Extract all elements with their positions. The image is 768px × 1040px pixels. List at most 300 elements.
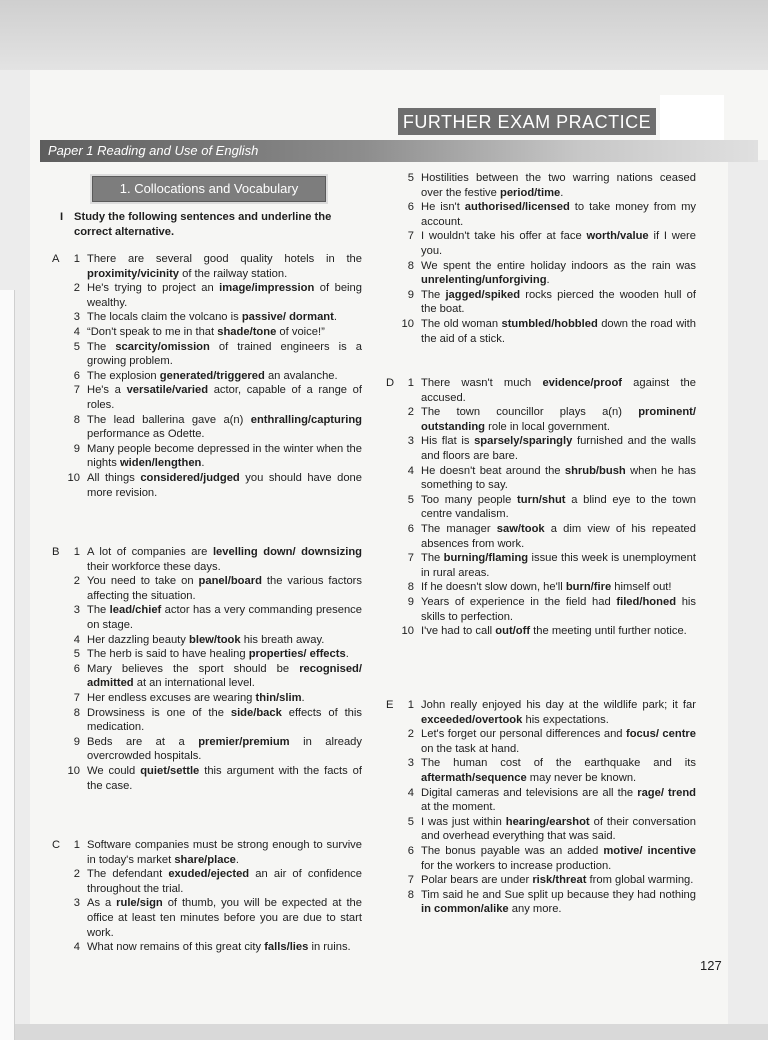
exercise-item bbox=[386, 229, 696, 258]
item-text bbox=[87, 662, 362, 691]
sentence-start: What now remains of this great city bbox=[87, 941, 265, 954]
sentence-end: at an international level. bbox=[133, 677, 255, 690]
sentence-start: Her dazzling beauty bbox=[87, 633, 189, 646]
section-letter: A bbox=[52, 253, 60, 265]
sentence-start: If he doesn't slow down, he'll bbox=[421, 581, 566, 594]
sentence-end: you should have done more revision. bbox=[87, 471, 362, 499]
item-text bbox=[421, 405, 696, 434]
item-text bbox=[421, 317, 696, 346]
alternatives[interactable]: thin/slim bbox=[255, 691, 302, 704]
sentence-end: down the road with the aid of a stick. bbox=[421, 317, 696, 345]
alternatives[interactable]: rule/sign bbox=[116, 897, 163, 910]
item-text bbox=[87, 603, 362, 632]
alternatives[interactable]: blew/took bbox=[189, 633, 241, 646]
alternatives[interactable]: shade/tone bbox=[217, 325, 277, 338]
item-number: 1 bbox=[73, 253, 80, 265]
alternatives[interactable]: enthralling/capturing bbox=[250, 413, 362, 426]
item-number: 4 bbox=[73, 633, 80, 646]
item-number: 6 bbox=[73, 369, 80, 382]
item-text bbox=[87, 252, 362, 281]
paper-label: Paper 1 Reading and Use of English bbox=[48, 143, 259, 158]
item-number: 4 bbox=[73, 325, 80, 338]
item-number: 9 bbox=[407, 288, 414, 301]
sentence-start: Her endless excuses are wearing bbox=[87, 691, 256, 704]
item-number: 8 bbox=[73, 413, 80, 426]
item-number: 10 bbox=[401, 625, 414, 638]
exercise-item bbox=[386, 580, 696, 595]
item-text bbox=[87, 735, 362, 764]
item-text bbox=[421, 376, 696, 405]
item-number: 3 bbox=[407, 757, 414, 770]
sentence-start: The bbox=[87, 340, 116, 353]
sentence-start: His flat is bbox=[421, 435, 475, 448]
item-text bbox=[87, 545, 362, 574]
item-text bbox=[87, 471, 362, 500]
sentence-end: actor has a very commanding presence on stage. bbox=[87, 604, 362, 631]
exercise-item bbox=[386, 624, 696, 639]
section-title: 1. Collocations and Vocabulary bbox=[92, 176, 326, 202]
item-number: 7 bbox=[73, 691, 80, 704]
exercise-item bbox=[52, 633, 362, 648]
exercise-item bbox=[52, 691, 362, 706]
item-number: 8 bbox=[407, 581, 414, 594]
exercise-item bbox=[386, 434, 696, 463]
alternatives[interactable]: focus/ centre bbox=[626, 728, 696, 741]
sentence-end: effects of this medication. bbox=[87, 706, 362, 734]
item-text bbox=[421, 493, 696, 522]
item-text bbox=[87, 633, 362, 648]
item-number: 5 bbox=[407, 815, 414, 828]
item-text bbox=[421, 171, 696, 200]
item-number: 1 bbox=[73, 546, 80, 558]
sentence-start: The defendant bbox=[87, 868, 169, 881]
item-text bbox=[87, 764, 362, 793]
sentence-start: I've had to call bbox=[421, 625, 496, 638]
exercise-section-c bbox=[52, 838, 362, 955]
item-text bbox=[87, 691, 362, 706]
sentence-end: to take money from my account. bbox=[421, 201, 696, 228]
exercise-item bbox=[52, 574, 362, 603]
alternatives[interactable]: turn/shut bbox=[517, 493, 566, 506]
item-text bbox=[87, 442, 362, 471]
sentence-end: at the moment. bbox=[421, 801, 496, 814]
item-text bbox=[87, 281, 362, 310]
item-number: 8 bbox=[407, 888, 414, 901]
alternatives[interactable]: evidence/proof bbox=[542, 377, 623, 389]
sentence-end: issue this week is unemployment in rural areas. bbox=[421, 552, 696, 579]
item-number: 7 bbox=[407, 552, 414, 565]
sentence-start: There wasn't much bbox=[421, 377, 543, 389]
exercise-item bbox=[52, 442, 362, 471]
item-number: 10 bbox=[67, 764, 80, 777]
sentence-start: The explosion bbox=[87, 369, 160, 382]
exercise-item bbox=[386, 888, 696, 917]
sentence-start: We spent the entire holiday indoors as the rain was bbox=[421, 259, 696, 272]
exercise-item bbox=[52, 662, 362, 691]
item-text bbox=[421, 522, 696, 551]
alternatives[interactable]: saw/took bbox=[496, 522, 545, 535]
alternatives[interactable]: premier/premium bbox=[198, 735, 290, 748]
sentence-end: . bbox=[235, 853, 240, 866]
alternatives[interactable]: burn/fire bbox=[565, 581, 612, 594]
sentence-start: Digital cameras and televisions are all the bbox=[421, 786, 638, 799]
exercise-item bbox=[52, 867, 362, 896]
sentence-end: may never be known. bbox=[526, 771, 637, 784]
sentence-end: his breath away. bbox=[240, 633, 325, 646]
exercise-item bbox=[52, 735, 362, 764]
item-text bbox=[87, 838, 362, 867]
item-text bbox=[87, 574, 362, 603]
item-text bbox=[421, 464, 696, 493]
item-number: 5 bbox=[407, 493, 414, 506]
sentence-start: Many people become depressed in the winter when the nights bbox=[87, 442, 362, 470]
alternatives[interactable]: properties/ effects bbox=[248, 648, 346, 661]
alternatives[interactable]: widen/lengthen bbox=[119, 457, 202, 470]
exercise-item bbox=[386, 259, 696, 288]
sentence-start: You need to take on bbox=[87, 575, 199, 588]
item-text bbox=[421, 595, 696, 624]
exercise-item bbox=[52, 838, 362, 867]
sentence-end: himself out! bbox=[611, 581, 672, 594]
item-text bbox=[87, 310, 362, 325]
sentence-end: performance as Odette. bbox=[87, 428, 205, 441]
item-number: 3 bbox=[73, 897, 80, 910]
sentence-start: The human cost of the earthquake and its bbox=[421, 757, 696, 770]
item-number: 7 bbox=[407, 230, 414, 243]
item-number: 6 bbox=[407, 844, 414, 857]
item-number: 2 bbox=[407, 728, 414, 741]
exercise-item bbox=[386, 698, 696, 727]
exercise-item bbox=[386, 171, 696, 200]
exercise-item bbox=[386, 200, 696, 229]
exercise-item bbox=[386, 873, 696, 888]
item-number: 6 bbox=[407, 201, 414, 214]
exercise-section-e bbox=[386, 698, 696, 917]
item-text bbox=[87, 706, 362, 735]
item-number: 2 bbox=[73, 282, 80, 295]
sentence-end: any more. bbox=[508, 903, 562, 916]
alternatives[interactable]: filed/honed bbox=[616, 595, 677, 608]
item-number: 5 bbox=[73, 648, 80, 661]
exercise-item bbox=[52, 471, 362, 500]
section-letter: B bbox=[52, 546, 60, 558]
sentence-start: There are several good quality hotels in the bbox=[87, 253, 362, 265]
sentence-start: The bbox=[421, 288, 446, 301]
item-text bbox=[421, 756, 696, 785]
page-number: 127 bbox=[700, 958, 722, 973]
sentence-start: “Don't speak to me in that bbox=[87, 325, 218, 338]
sentence-start: The old woman bbox=[421, 317, 502, 330]
sentence-start: Tim said he and Sue split up because they had nothing bbox=[421, 888, 696, 901]
exercise-item bbox=[386, 786, 696, 815]
alternatives[interactable]: lead/chief bbox=[109, 604, 162, 617]
alternatives[interactable]: shrub/bush bbox=[564, 464, 626, 477]
sentence-start: Beds are at a bbox=[87, 735, 199, 748]
exercise-item bbox=[52, 252, 362, 281]
sentence-start: The town councillor plays a(n) bbox=[421, 406, 639, 419]
sentence-start: He's a bbox=[87, 384, 127, 397]
alternatives[interactable]: share/place bbox=[174, 853, 236, 866]
exercise-item bbox=[386, 551, 696, 580]
sentence-start: Let's forget our personal differences and bbox=[421, 728, 626, 741]
item-number: 4 bbox=[407, 786, 414, 799]
sentence-start: I was just within bbox=[421, 815, 506, 828]
item-number: 9 bbox=[73, 442, 80, 455]
alternatives[interactable]: risk/threat bbox=[532, 874, 587, 887]
exercise-item bbox=[52, 940, 362, 955]
item-number: 6 bbox=[73, 662, 80, 675]
exercise-item bbox=[386, 288, 696, 317]
alternatives[interactable]: panel/board bbox=[198, 575, 262, 588]
sentence-start: Too many people bbox=[421, 493, 518, 506]
exercise-item bbox=[386, 727, 696, 756]
item-number: 7 bbox=[73, 384, 80, 397]
alternatives[interactable]: considered/judged bbox=[140, 471, 240, 484]
sentence-end: of the railway station. bbox=[179, 267, 288, 280]
alternatives[interactable]: falls/lies bbox=[264, 941, 309, 954]
item-number: 5 bbox=[407, 172, 414, 184]
sentence-end: of being wealthy. bbox=[87, 282, 362, 309]
sentence-end: his expectations. bbox=[522, 713, 609, 726]
sentence-start: John really enjoyed his day at the wildlife park; it far bbox=[421, 699, 696, 711]
alternatives[interactable]: image/impression bbox=[219, 282, 315, 295]
left-page-slip bbox=[0, 290, 15, 1040]
item-text bbox=[87, 325, 362, 340]
alternatives[interactable]: burning/flaming bbox=[443, 552, 529, 565]
exercise-item bbox=[52, 281, 362, 310]
exercise-item bbox=[386, 376, 696, 405]
sentence-start: The lead ballerina gave a(n) bbox=[87, 413, 251, 426]
sentence-end: this argument with the facts of the case. bbox=[87, 764, 362, 792]
exercise-item bbox=[52, 603, 362, 632]
item-number: 9 bbox=[73, 735, 80, 748]
sentence-start: We could bbox=[87, 764, 141, 777]
sentence-end: if I were you. bbox=[421, 230, 696, 257]
item-number: 8 bbox=[73, 706, 80, 719]
item-text bbox=[421, 786, 696, 815]
item-text bbox=[421, 200, 696, 229]
exercise-item bbox=[52, 413, 362, 442]
exercise-item bbox=[52, 369, 362, 384]
sentence-end: . bbox=[560, 186, 564, 199]
item-text bbox=[87, 940, 362, 955]
sentence-end: . bbox=[301, 691, 305, 704]
item-number: 10 bbox=[67, 471, 80, 484]
item-text bbox=[421, 580, 696, 595]
sentence-end: actor, capable of a range of roles. bbox=[87, 384, 362, 411]
sentence-start: He isn't bbox=[421, 201, 465, 214]
exercise-item bbox=[386, 756, 696, 785]
alternatives[interactable]: jagged/spiked bbox=[445, 288, 521, 301]
exercise-section-b bbox=[52, 545, 362, 793]
alternatives[interactable]: generated/triggered bbox=[159, 369, 265, 382]
item-number: 2 bbox=[73, 868, 80, 881]
alternatives[interactable]: exceeded/overtook bbox=[421, 713, 523, 726]
sentence-end: of their conversation and overhead everything that was said. bbox=[421, 815, 696, 843]
sentence-end: a blind eye to the town centre vandalism. bbox=[421, 493, 696, 521]
item-text bbox=[421, 551, 696, 580]
sentence-end: an avalanche. bbox=[264, 369, 338, 382]
exercise-item bbox=[52, 383, 362, 412]
item-text bbox=[421, 815, 696, 844]
item-text bbox=[87, 383, 362, 412]
item-text bbox=[87, 340, 362, 369]
sentence-end: the various factors affecting the situation. bbox=[87, 575, 363, 602]
left-page-edge bbox=[0, 70, 30, 1024]
alternatives[interactable]: aftermath/sequence bbox=[421, 771, 527, 784]
sentence-end: of voice!” bbox=[276, 325, 325, 338]
sentence-start: He doesn't beat around the bbox=[421, 464, 565, 477]
item-text bbox=[421, 727, 696, 756]
sentence-start: Polar bears are under bbox=[421, 874, 533, 887]
sentence-end: in already overcrowded hospitals. bbox=[87, 735, 362, 763]
exercise-item bbox=[386, 493, 696, 522]
item-text bbox=[421, 698, 696, 727]
item-text bbox=[421, 229, 696, 258]
sentence-start: He's trying to project an bbox=[87, 282, 220, 295]
sentence-end: . bbox=[201, 457, 205, 470]
item-number: 3 bbox=[407, 435, 414, 448]
sentence-end: for the workers to increase production. bbox=[421, 859, 612, 872]
alternatives[interactable]: period/time bbox=[499, 186, 561, 199]
item-number: 1 bbox=[407, 699, 414, 711]
alternatives[interactable]: levelling down/ downsizing bbox=[212, 546, 362, 558]
exercise-item bbox=[52, 896, 362, 940]
sentence-end: role in local government. bbox=[485, 420, 611, 433]
item-number: 4 bbox=[73, 941, 80, 954]
instruction-numeral: I bbox=[60, 211, 64, 223]
item-number: 3 bbox=[73, 604, 80, 617]
sentence-start: The herb is said to have healing bbox=[87, 648, 249, 661]
sentence-end: of trained engineers is a growing problem. bbox=[87, 340, 362, 368]
exercise-section-c-continued bbox=[386, 171, 696, 346]
exercise-item bbox=[386, 464, 696, 493]
section-letter: C bbox=[52, 839, 61, 851]
exercise-item bbox=[386, 405, 696, 434]
sentence-end: his skills to perfection. bbox=[421, 595, 696, 623]
alternatives[interactable]: prominent/ outstanding bbox=[421, 406, 696, 433]
alternatives[interactable]: out/off bbox=[495, 625, 531, 638]
sentence-end: when he has something to say. bbox=[421, 464, 696, 492]
alternatives[interactable]: hearing/earshot bbox=[505, 815, 590, 828]
page-title: FURTHER EXAM PRACTICE bbox=[398, 108, 656, 135]
alternatives[interactable]: stumbled/hobbled bbox=[501, 317, 598, 330]
item-text bbox=[421, 873, 696, 888]
sentence-end: a dim view of his repeated absences from work. bbox=[421, 522, 696, 550]
sentence-end: their workforce these days. bbox=[87, 560, 221, 573]
alternatives[interactable]: unrelenting/unforgiving bbox=[421, 274, 547, 287]
item-text bbox=[87, 896, 362, 940]
alternatives[interactable]: worth/value bbox=[586, 230, 649, 243]
sentence-start: The locals claim the volcano is bbox=[87, 311, 242, 324]
item-text bbox=[87, 369, 362, 384]
alternatives[interactable]: exuded/ejected bbox=[168, 868, 250, 881]
sentence-start: Mary believes the sport should be bbox=[87, 662, 300, 675]
alternatives[interactable]: in common/alike bbox=[421, 903, 509, 916]
exercise-item bbox=[386, 815, 696, 844]
alternatives[interactable]: quiet/settle bbox=[140, 764, 200, 777]
alternatives[interactable]: authorised/licensed bbox=[464, 201, 570, 214]
alternatives[interactable]: scarcity/omission bbox=[115, 340, 210, 353]
item-text bbox=[87, 413, 362, 442]
sentence-start: Hostilities between the two warring nations ceased over the festive bbox=[421, 172, 696, 199]
item-text bbox=[421, 288, 696, 317]
alternatives[interactable]: passive/ dormant bbox=[241, 311, 334, 324]
item-number: 1 bbox=[407, 377, 414, 389]
sentence-start: Years of experience in the field had bbox=[421, 595, 617, 608]
sentence-start: All things bbox=[87, 471, 141, 484]
sentence-end: from global warming. bbox=[586, 874, 694, 887]
item-text bbox=[87, 647, 362, 662]
item-number: 4 bbox=[407, 464, 414, 477]
item-number: 7 bbox=[407, 874, 414, 887]
sentence-start: The manager bbox=[421, 522, 497, 535]
exercise-item bbox=[52, 764, 362, 793]
sentence-end: an air of confidence throughout the trial. bbox=[87, 868, 362, 895]
item-number: 10 bbox=[401, 317, 414, 330]
sentence-end: furnished and the walls and floors are bare. bbox=[421, 435, 696, 462]
alternatives[interactable]: proximity/vicinity bbox=[87, 267, 180, 280]
sentence-start: Drowsiness is one of the bbox=[87, 706, 231, 719]
alternatives[interactable]: sparsely/sparingly bbox=[474, 435, 573, 448]
sentence-start: The bbox=[421, 552, 444, 565]
exercise-item bbox=[52, 340, 362, 369]
exercise-item bbox=[52, 310, 362, 325]
item-text bbox=[421, 844, 696, 873]
instruction-text: Study the following sentences and underline the correct alternative. bbox=[74, 211, 332, 238]
item-text bbox=[421, 434, 696, 463]
item-number: 3 bbox=[73, 311, 80, 324]
sentence-end: . bbox=[546, 274, 550, 287]
alternatives[interactable]: motive/ incentive bbox=[603, 844, 696, 857]
item-number: 9 bbox=[407, 595, 414, 608]
exercise-item bbox=[386, 595, 696, 624]
sentence-start: A lot of companies are bbox=[87, 546, 213, 558]
exercise-item bbox=[386, 317, 696, 346]
item-text bbox=[421, 259, 696, 288]
sentence-end: in ruins. bbox=[308, 941, 351, 954]
sentence-start: I wouldn't take his offer at face bbox=[421, 230, 587, 243]
item-text bbox=[421, 624, 696, 639]
right-page-edge bbox=[728, 160, 768, 1024]
sentence-end: . bbox=[345, 648, 349, 661]
exercise-section-d bbox=[386, 376, 696, 639]
item-number: 6 bbox=[407, 522, 414, 535]
section-letter: E bbox=[386, 699, 394, 711]
alternatives[interactable]: versatile/varied bbox=[126, 384, 209, 397]
alternatives[interactable]: side/back bbox=[230, 706, 282, 719]
exercise-item bbox=[52, 545, 362, 574]
sentence-start: The bonus payable was an added bbox=[421, 844, 604, 857]
alternatives[interactable]: rage/ trend bbox=[637, 786, 696, 799]
alternatives[interactable]: recognised/ admitted bbox=[87, 662, 362, 690]
top-background-strip bbox=[0, 0, 768, 70]
sentence-end: on the task at hand. bbox=[421, 742, 520, 755]
exercise-item bbox=[386, 844, 696, 873]
sentence-end: against the accused. bbox=[421, 377, 696, 404]
sentence-end: the meeting until further notice. bbox=[530, 625, 687, 638]
sentence-start: The bbox=[87, 604, 110, 617]
item-number: 8 bbox=[407, 259, 414, 272]
paper-banner bbox=[40, 140, 758, 162]
sentence-start: Software companies must be strong enough to survive in today's market bbox=[87, 839, 362, 866]
exercise-item bbox=[52, 325, 362, 340]
exercise-item bbox=[52, 706, 362, 735]
item-text bbox=[87, 867, 362, 896]
exercise-item bbox=[52, 647, 362, 662]
item-text bbox=[421, 888, 696, 917]
sentence-start: As a bbox=[87, 897, 117, 910]
